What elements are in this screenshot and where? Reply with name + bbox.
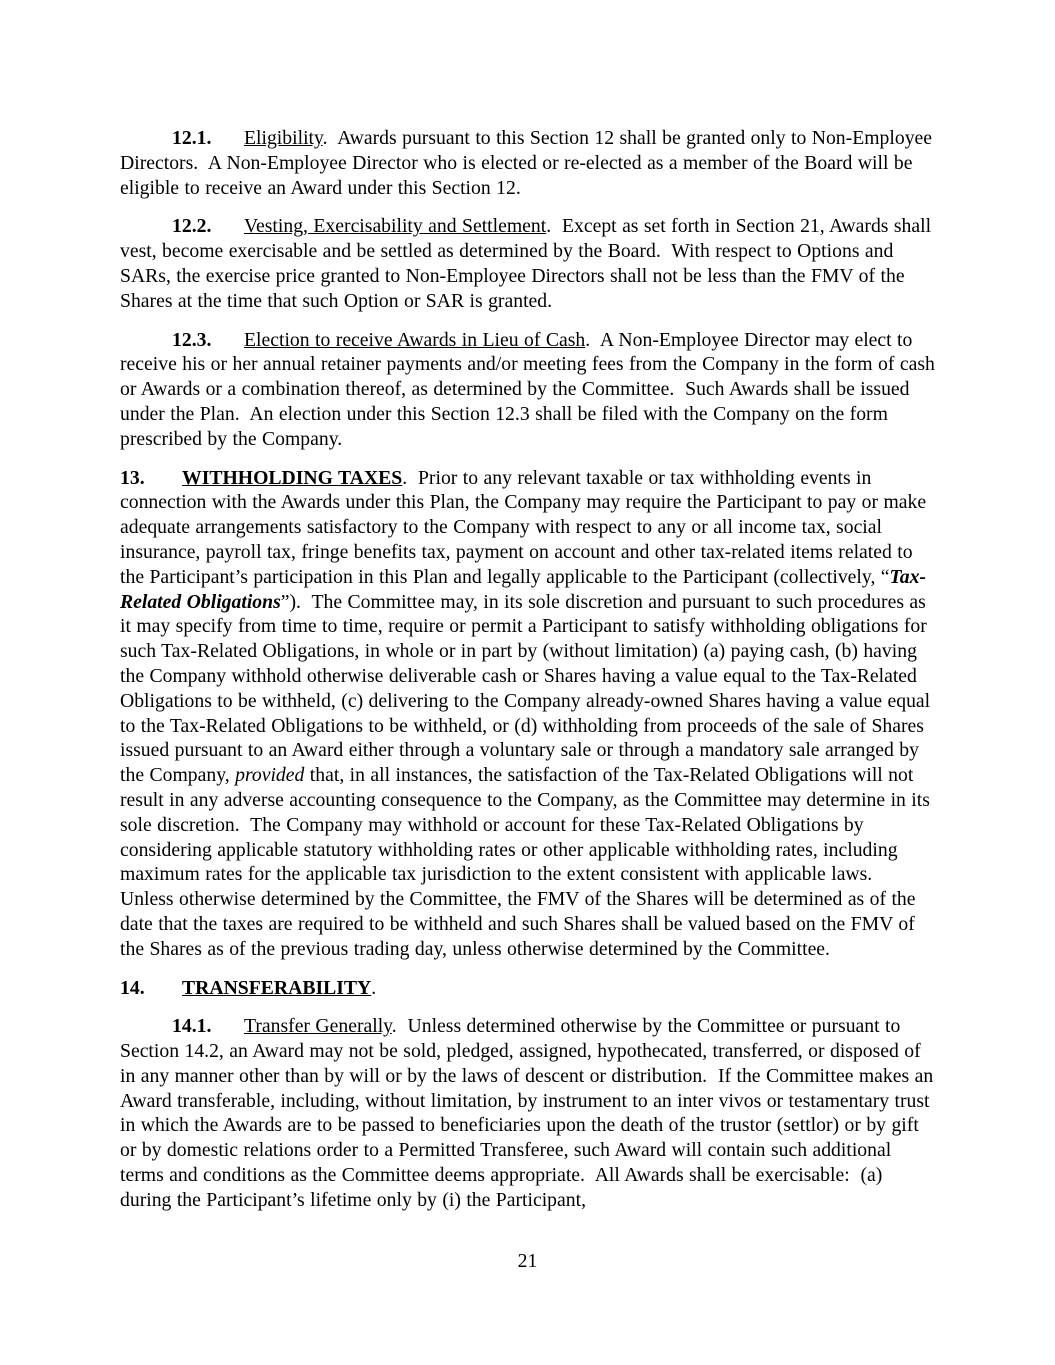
text-run: Vesting, Exercisability and Settlement [244,215,547,238]
paragraph-section-13 [120,466,936,962]
text-run: WITHHOLDING TAXES [182,466,403,489]
text-run [211,127,244,149]
text-run: 13. [120,466,145,489]
paragraph-section-12-2 [120,214,936,313]
text-run: . Except as set forth in Section 21, Awards shall vest, become exercisable and be settled as determined by the Board. With respect to Options and SARs, the exercise price granted to Non-Employee Directors shall not be less than the FMV of the Shares at the time that such Option or SAR is granted. [120,215,937,312]
text-run: Transfer Generally [244,1015,392,1038]
text-run: 12.3. [172,328,212,351]
text-run: Election to receive Awards in Lieu of Cash [244,328,586,351]
paragraph-section-12-3 [120,328,941,452]
text-run [211,215,244,237]
text-run: 12.1. [172,127,212,149]
text-run [211,329,244,351]
text-run: . Prior to any relevant taxable or tax withholding events in connection with the Awards under this Plan, the Company may require the Participant to pay or make adequate arrangements satisfactory to the Company with respect to any or all income tax, social insurance, payroll tax, fringe benefits tax, payment on account and other tax-related items related to the Participant’s participation in this Plan and legally applicable to the Participant (collectively, “ [120,466,932,588]
page-number: 21 [517,1250,538,1272]
text-run: provided [235,764,305,787]
text-run: . Awards pursuant to this Section 12 shall be granted only to Non-Employee Directors. A Non-Employee Director who is elected or re-elected as a member of the Board will be eligible to receive an Award under this Section 12. [120,127,938,199]
text-run [145,467,182,489]
text-run [211,1015,244,1037]
text-run: . [371,976,377,999]
text-run [145,977,182,999]
paragraph-section-14-1 [120,1014,936,1212]
text-run: that, in all instances, the satisfaction of the Tax-Related Obligations will not result in any adverse accounting consequence to the Company, as the Committee may determine in its sole discretion. The Company may withhold or account for these Tax-Related Obligations by considering applicable statutory withholding rates or other applicable withholding rates, including maximum rates for the applicable tax jurisdiction to the extent consistent with applicable laws. Unless otherwise determined by the Committee, the FMV of the Shares will be determined as of the date that the taxes are required to be withheld and such Shares shall be valued based on the FMV of the Shares as of the previous trading day, unless otherwise determined by the Committee. [120,764,936,960]
text-run: . A Non-Employee Director may elect to receive his or her annual retainer payments and/or meeting fees from the Company in the form of cash or Awards or a combination thereof, as determined by the Committee. Such Awards shall be issued under the Plan. An election under this Section 12.3 shall be filed with the Company on the form prescribed by the Company. [120,328,941,450]
text-run: ”). The Committee may, in its sole discretion and pursuant to such procedures as it may specify from time to time, require or permit a Participant to satisfy withholding obligations for such Tax-Related Obligations, in whole or in part by (without limitation) (a) paying cash, (b) having the Company withhold otherwise deliverable cash or Shares having a value equal to the Tax-Related Obligations to be withheld, (c) delivering to the Company already-owned Shares having a value equal to the Tax-Related Obligations to be withheld, or (d) withholding from proceeds of the sale of Shares issued pursuant to an Award either through a voluntary sale or through a mandatory sale arranged by the Company, [120,590,936,787]
text-run: 14.1. [172,1015,212,1038]
paragraph-section-14 [120,976,936,1001]
text-run: 12.2. [172,215,212,238]
text-run: TRANSFERABILITY [182,976,372,999]
document-body [120,126,941,1227]
text-run: 14. [120,976,145,999]
text-run: . Unless determined otherwise by the Committee or pursuant to Section 14.2, an Award may not be sold, pledged, assigned, hypothecated, transferred, or disposed of in any manner other than by will or by the laws of descent or distribution. If the Committee makes an Award transferable, including, without limitation, by instrument to an inter vivos or testamentary trust in which the Awards are to be passed to beneficiaries upon the death of the trustor (settlor) or by gift or by domestic relations order to a Permitted Transferee, such Award will contain such additional terms and conditions as the Committee deems appropriate. All Awards shall be exercisable: (a) during the Participant’s lifetime only by (i) the Participant, [120,1015,938,1211]
text-run: Tax-Related Obligations [120,565,926,613]
text-run: Eligibility [244,127,323,149]
paragraph-section-12-1 [120,126,936,200]
